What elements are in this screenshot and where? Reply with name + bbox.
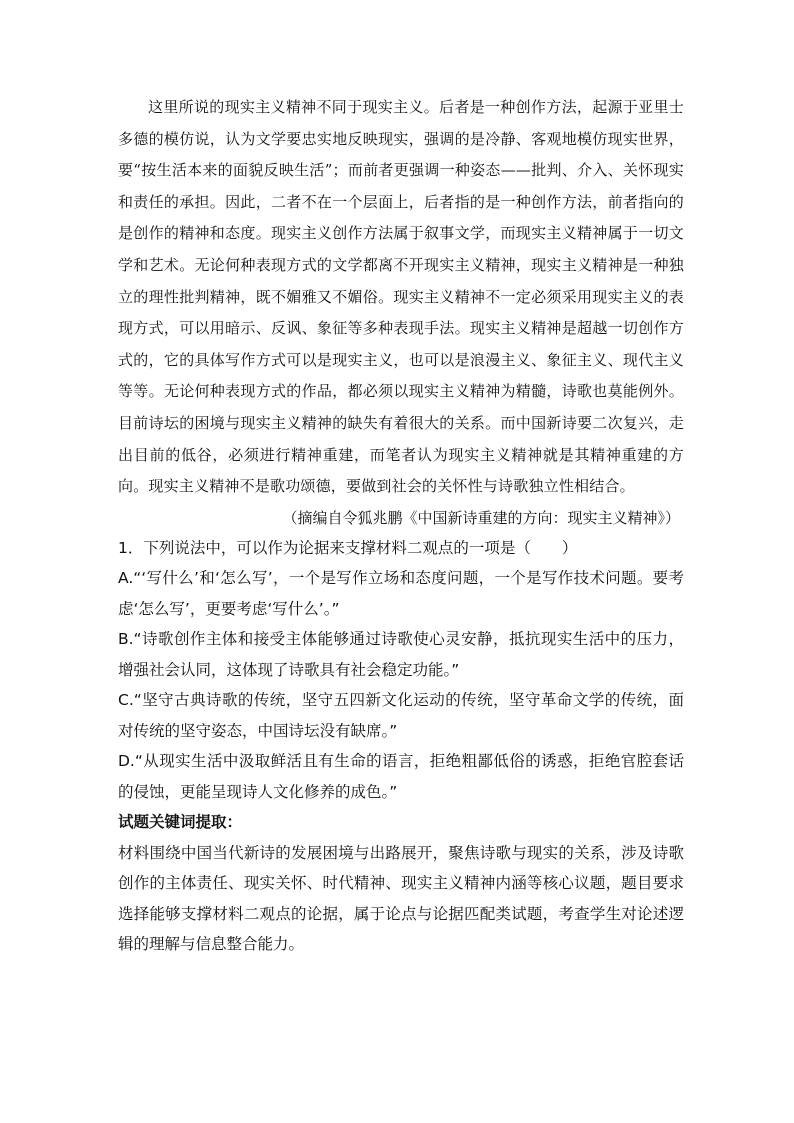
option-d: D.“从现实生活中汲取鲜活且有生命的语言，拒绝粗鄙低俗的诱惑，拒绝官腔套话的侵蚀，更能呈现诗人文化修养的成色。” [118,752,684,801]
analysis-heading: 试题关键词提取： [118,813,243,832]
document-content [118,92,684,960]
option-a: A.“‘写什么’和‘怎么写’，一个是写作立场和态度问题，一个是写作技术问题。要考虑‘怎么写’，更要考虑‘写什么’。” [118,569,684,618]
passage-paragraph: 这里所说的现实主义精神不同于现实主义。后者是一种创作方法，起源于亚里士多德的模仿说，认为文学要忠实地反映现实，强调的是冷静、客观地模仿现实世界，要“按生活本来的面貌反映生活”；而前者更强调一种姿态——批判、介入、关怀现实和责任的承担。因此，二者不在一个层面上，后者指的是一种创作方法，前者指向的是创作的精神和态度。现实主义创作方法属于叙事文学，而现实主义精神属于一切文学和艺术。无论何种表现方式的文学都离不开现实主义精神，现实主义精神是一种独立的理性批判精神，既不媚雅又不媚俗。现实主义精神不一定必须采用现实主义的表现方式，可以用暗示、反讽、象征等多种表现手法。现实主义精神是超越一切创作方式的，它的具体写作方式可以是现实主义，也可以是浪漫主义、象征主义、现代主义等等。无论何种表现方式的作品，都必须以现实主义精神为精髓，诗歌也莫能例外。目前诗坛的困境与现实主义精神的缺失有着很大的关系。而中国新诗要二次复兴，走出目前的低谷，必须进行精神重建，而笔者认为现实主义精神就是其精神重建的方向。现实主义精神不是歌功颂德，要做到社会的关怀性与诗歌独立性相结合。 [118,98,684,496]
passage-source: （摘编自令狐兆鹏《中国新诗重建的方向：现实主义精神》） [282,508,680,527]
analysis-body: 材料围绕中国当代新诗的发展困境与出路展开，聚焦诗歌与现实的关系，涉及诗歌创作的主体责任、现实关怀、时代精神、现实主义精神内涵等核心议题，题目要求选择能够支撑材料二观点的论据，属于论点与论据匹配类试题，考查学生对论述逻辑的理解与信息整合能力。 [118,843,684,954]
option-c: C.“坚守古典诗歌的传统，坚守五四新文化运动的传统，坚守革命文学的传统，面对传统的坚守姿态，中国诗坛没有缺席。” [118,691,684,740]
option-b: B.“诗歌创作主体和接受主体能够通过诗歌使心灵安静，抵抗现实生活中的压力，增强社会认同，这体现了诗歌具有社会稳定功能。” [118,630,684,679]
question-stem: 1．下列说法中，可以作为论据来支撑材料二观点的一项是（ ） [118,538,578,557]
